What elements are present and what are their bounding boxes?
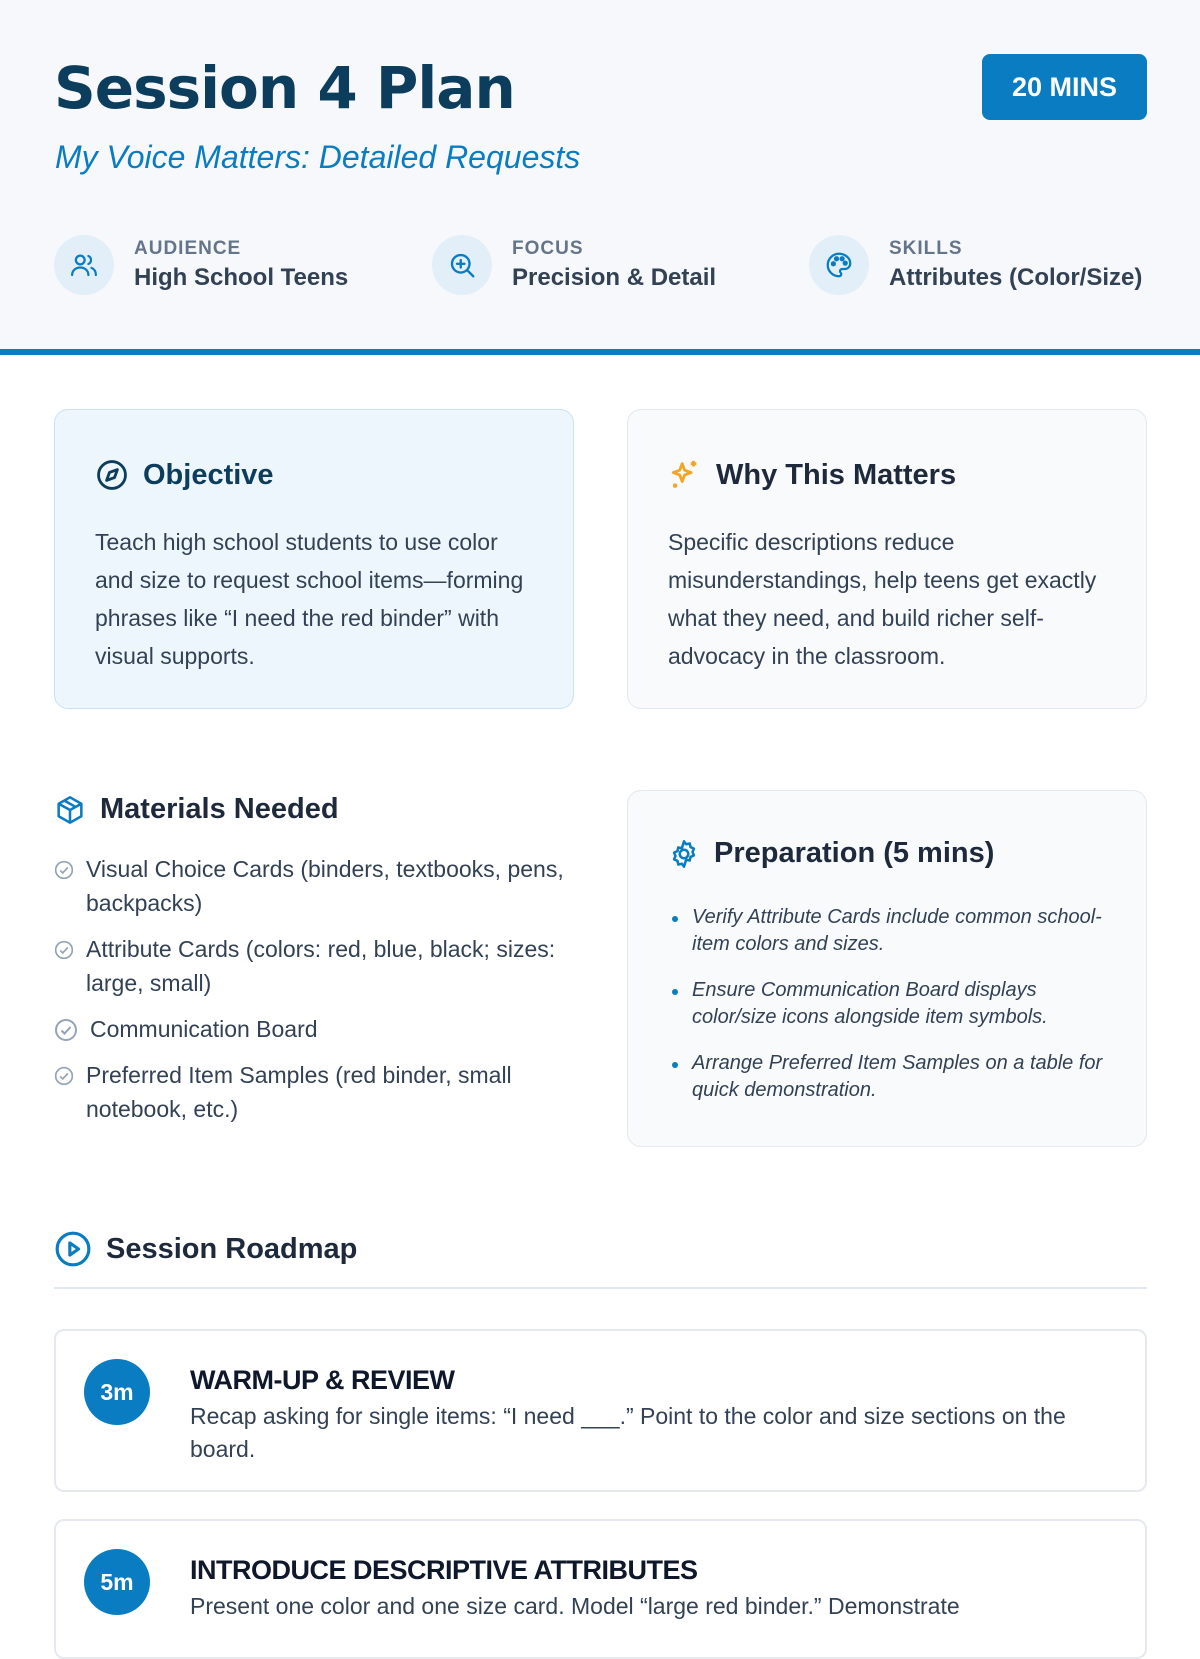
objective-heading-row: [95, 458, 274, 492]
objective-text: Teach high school students to use color and size to request school items—forming phrases like “I need the red binder” with visual supports.: [95, 529, 524, 669]
roadmap-step: [54, 1519, 1147, 1659]
meta-value: High School Teens: [134, 264, 349, 291]
time-badge: 5m: [84, 1549, 150, 1615]
sparkles-icon: [668, 458, 702, 492]
header: [0, 0, 1200, 355]
material-label: Communication Board: [90, 1016, 318, 1042]
users-icon: [54, 235, 114, 295]
meta-skills: [809, 235, 1142, 295]
preparation-heading-row: [668, 837, 994, 870]
duration-badge: 20 MINS: [982, 54, 1147, 120]
page-subtitle: My Voice Matters: Detailed Requests: [55, 139, 581, 175]
step-description: Recap asking for single items: “I need ___.” Point to the color and size sections on the board.: [190, 1403, 1066, 1462]
why-text: Specific descriptions reduce misunderstandings, help teens get exactly what they need, and build richer self-advocacy in the classroom.: [668, 529, 1097, 669]
meta-focus: [432, 235, 716, 295]
palette-icon: [809, 235, 869, 295]
preparation-list: [672, 904, 1112, 1123]
why-heading-row: [668, 458, 956, 492]
list-item: [54, 1012, 564, 1046]
why-card: [627, 409, 1147, 709]
preparation-heading: Preparation (5 mins): [714, 837, 995, 869]
list-item: [54, 1058, 564, 1126]
meta-label: AUDIENCE: [134, 238, 242, 259]
material-label: Preferred Item Samples (red binder, small notebook, etc.): [86, 1062, 512, 1122]
package-icon: [54, 794, 86, 826]
list-item: Ensure Communication Board displays color/size icons alongside item symbols.: [672, 977, 1112, 1031]
meta-label: SKILLS: [889, 238, 963, 259]
materials-heading: Materials Needed: [100, 793, 339, 825]
roadmap-step: [54, 1329, 1147, 1492]
roadmap-heading-row: [54, 1230, 357, 1268]
compass-icon: [95, 458, 129, 492]
zoom-in-icon: [432, 235, 492, 295]
list-item: Arrange Preferred Item Samples on a table for quick demonstration.: [672, 1050, 1112, 1104]
meta-value: Precision & Detail: [512, 264, 717, 291]
objective-card: [54, 409, 574, 709]
meta-label: FOCUS: [512, 238, 584, 259]
check-circle-icon: [54, 860, 74, 880]
divider: [54, 1287, 1147, 1289]
list-item: Verify Attribute Cards include common school-item colors and sizes.: [672, 904, 1112, 958]
materials-section: [54, 793, 564, 1138]
step-title: INTRODUCE DESCRIPTIVE ATTRIBUTES: [190, 1555, 698, 1585]
list-item: [54, 852, 564, 920]
meta-audience: [54, 235, 348, 295]
page-title: Session 4 Plan: [54, 54, 515, 122]
material-label: Visual Choice Cards (binders, textbooks, pens, backpacks): [86, 856, 564, 916]
roadmap-heading: Session Roadmap: [106, 1232, 358, 1265]
why-heading: Why This Matters: [716, 458, 957, 491]
check-circle-icon: [54, 1066, 74, 1086]
list-item: [54, 932, 564, 1000]
check-circle-icon: [54, 940, 74, 960]
objective-heading: Objective: [143, 458, 274, 491]
play-circle-icon: [54, 1230, 92, 1268]
preparation-card: [627, 790, 1147, 1147]
materials-heading-row: [54, 793, 564, 826]
material-label: Attribute Cards (colors: red, blue, black; sizes: large, small): [86, 936, 556, 996]
gear-icon: [668, 838, 700, 870]
meta-value: Attributes (Color/Size): [889, 264, 1143, 291]
step-description: Present one color and one size card. Model “large red binder.” Demonstrate: [190, 1593, 960, 1619]
step-title: WARM-UP & REVIEW: [190, 1365, 455, 1395]
materials-list: [54, 852, 564, 1126]
time-badge: 3m: [84, 1359, 150, 1425]
check-circle-icon: [54, 1018, 78, 1042]
